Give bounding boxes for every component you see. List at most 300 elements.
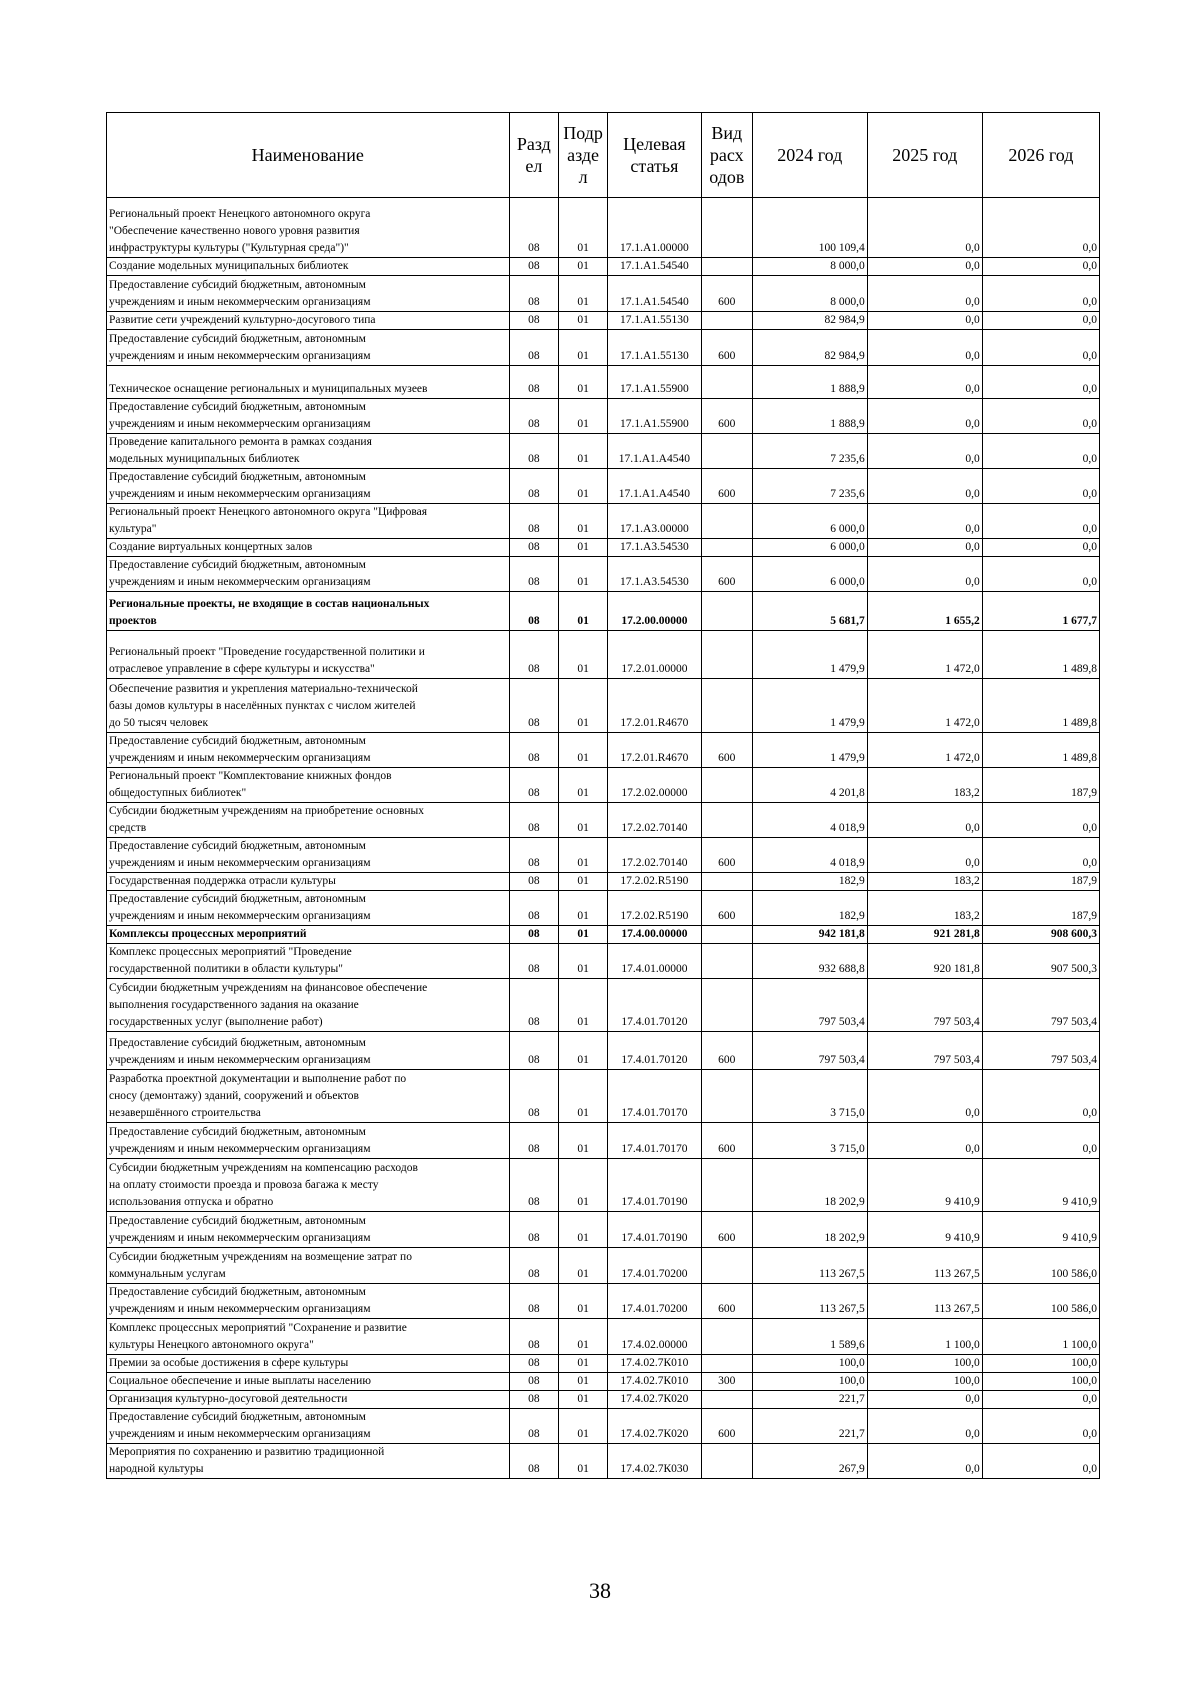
row-target: 17.2.02.R5190 <box>607 873 701 891</box>
row-name: Комплексы процессных мероприятий <box>107 926 510 944</box>
row-2024: 1 888,9 <box>752 399 867 434</box>
row-name: Субсидии бюджетным учреждениям на финансовое обеспечение выполнения государственного задания на оказание государственных услуг (выполнение работ) <box>107 979 510 1032</box>
row-name: Предоставление субсидий бюджетным, автономным учреждениям и иным некоммерческим организациям <box>107 1212 510 1248</box>
row-subsection: 01 <box>559 891 608 926</box>
row-subsection: 01 <box>559 733 608 768</box>
row-2024: 100 109,4 <box>752 198 867 258</box>
table-row <box>107 1444 1100 1479</box>
row-2026: 0,0 <box>982 276 1099 312</box>
row-section: 08 <box>509 276 559 312</box>
row-2026: 1 489,8 <box>982 631 1099 679</box>
row-2025: 0,0 <box>867 276 982 312</box>
row-2025: 1 472,0 <box>867 679 982 733</box>
row-target: 17.1.А1.55900 <box>607 399 701 434</box>
row-name: Социальное обеспечение и иные выплаты населению <box>107 1373 510 1391</box>
row-target: 17.2.02.R5190 <box>607 891 701 926</box>
row-target: 17.1.А3.00000 <box>607 504 701 539</box>
row-2026: 100,0 <box>982 1373 1099 1391</box>
table-row <box>107 366 1100 399</box>
row-subsection: 01 <box>559 330 608 366</box>
row-name: Обеспечение развития и укрепления материально-технической базы домов культуры в населённых пунктах с числом жителей до 50 тысяч человек <box>107 679 510 733</box>
table-row <box>107 1123 1100 1159</box>
table-row <box>107 1355 1100 1373</box>
row-target: 17.1.А1.00000 <box>607 198 701 258</box>
row-2026: 187,9 <box>982 873 1099 891</box>
row-2026: 1 677,7 <box>982 592 1099 631</box>
row-subsection: 01 <box>559 399 608 434</box>
row-expense-type <box>701 679 752 733</box>
row-2025: 797 503,4 <box>867 1032 982 1070</box>
row-subsection: 01 <box>559 1284 608 1319</box>
row-target: 17.2.02.00000 <box>607 768 701 803</box>
row-expense-type: 600 <box>701 276 752 312</box>
row-target: 17.4.01.70200 <box>607 1284 701 1319</box>
row-subsection: 01 <box>559 768 608 803</box>
row-2025: 0,0 <box>867 1123 982 1159</box>
row-section: 08 <box>509 733 559 768</box>
row-expense-type: 600 <box>701 557 752 592</box>
table-row <box>107 1159 1100 1212</box>
row-name: Предоставление субсидий бюджетным, автономным учреждениям и иным некоммерческим организациям <box>107 891 510 926</box>
header-subsection: Подр азде л <box>559 113 608 198</box>
row-target: 17.2.02.70140 <box>607 803 701 838</box>
row-2025: 0,0 <box>867 1409 982 1444</box>
row-section: 08 <box>509 768 559 803</box>
row-2026: 0,0 <box>982 557 1099 592</box>
row-2025: 0,0 <box>867 1070 982 1123</box>
row-2026: 0,0 <box>982 434 1099 469</box>
table-row <box>107 838 1100 873</box>
row-name: Предоставление субсидий бюджетным, автономным учреждениям и иным некоммерческим организациям <box>107 399 510 434</box>
row-2024: 6 000,0 <box>752 504 867 539</box>
row-section: 08 <box>509 1032 559 1070</box>
row-target: 17.1.А3.54530 <box>607 539 701 557</box>
header-name: Наименование <box>107 113 510 198</box>
row-2025: 0,0 <box>867 803 982 838</box>
row-2025: 0,0 <box>867 838 982 873</box>
table-row <box>107 1391 1100 1409</box>
row-section: 08 <box>509 469 559 504</box>
row-name: Субсидии бюджетным учреждениям на возмещение затрат по коммунальным услугам <box>107 1248 510 1284</box>
row-2026: 187,9 <box>982 768 1099 803</box>
row-expense-type <box>701 434 752 469</box>
table-row <box>107 1248 1100 1284</box>
row-2024: 942 181,8 <box>752 926 867 944</box>
row-2024: 182,9 <box>752 873 867 891</box>
row-2025: 1 472,0 <box>867 631 982 679</box>
row-2026: 0,0 <box>982 1123 1099 1159</box>
table-row <box>107 276 1100 312</box>
row-name: Региональный проект Ненецкого автономного округа "Цифровая культура" <box>107 504 510 539</box>
row-2026: 0,0 <box>982 539 1099 557</box>
row-2026: 0,0 <box>982 838 1099 873</box>
table-row <box>107 1373 1100 1391</box>
table-row <box>107 891 1100 926</box>
row-section: 08 <box>509 258 559 276</box>
row-name: Техническое оснащение региональных и муниципальных музеев <box>107 366 510 399</box>
row-expense-type <box>701 873 752 891</box>
row-section: 08 <box>509 1159 559 1212</box>
row-name: Региональный проект Ненецкого автономного округа "Обеспечение качественно нового уровня развития инфраструктуры культуры ("Культурная среда")" <box>107 198 510 258</box>
table-header-row <box>107 113 1100 198</box>
row-name: Проведение капитального ремонта в рамках создания модельных муниципальных библиотек <box>107 434 510 469</box>
row-2024: 113 267,5 <box>752 1284 867 1319</box>
table-row <box>107 1032 1100 1070</box>
row-2024: 221,7 <box>752 1391 867 1409</box>
row-subsection: 01 <box>559 1373 608 1391</box>
header-target: Целевая статья <box>607 113 701 198</box>
row-section: 08 <box>509 1391 559 1409</box>
row-subsection: 01 <box>559 1444 608 1479</box>
row-target: 17.4.00.00000 <box>607 926 701 944</box>
table-row <box>107 592 1100 631</box>
row-2025: 921 281,8 <box>867 926 982 944</box>
table-row <box>107 873 1100 891</box>
row-subsection: 01 <box>559 1319 608 1355</box>
row-2026: 0,0 <box>982 803 1099 838</box>
row-subsection: 01 <box>559 1032 608 1070</box>
row-2025: 920 181,8 <box>867 944 982 979</box>
row-subsection: 01 <box>559 592 608 631</box>
header-2024: 2024 год <box>752 113 867 198</box>
row-target: 17.2.02.70140 <box>607 838 701 873</box>
row-2026: 907 500,3 <box>982 944 1099 979</box>
row-expense-type: 300 <box>701 1373 752 1391</box>
row-target: 17.4.01.70170 <box>607 1070 701 1123</box>
row-name: Разработка проектной документации и выполнение работ по сносу (демонтажу) зданий, сооружений и объектов незавершённого строительства <box>107 1070 510 1123</box>
row-2024: 100,0 <box>752 1373 867 1391</box>
row-2026: 100,0 <box>982 1355 1099 1373</box>
row-2024: 8 000,0 <box>752 276 867 312</box>
row-expense-type <box>701 539 752 557</box>
row-target: 17.1.А1.А4540 <box>607 434 701 469</box>
row-2026: 0,0 <box>982 469 1099 504</box>
row-2025: 0,0 <box>867 366 982 399</box>
row-subsection: 01 <box>559 312 608 330</box>
row-expense-type: 600 <box>701 1409 752 1444</box>
row-2024: 18 202,9 <box>752 1212 867 1248</box>
row-2025: 100,0 <box>867 1373 982 1391</box>
row-name: Создание виртуальных концертных залов <box>107 539 510 557</box>
row-section: 08 <box>509 1248 559 1284</box>
row-section: 08 <box>509 926 559 944</box>
row-subsection: 01 <box>559 873 608 891</box>
row-target: 17.2.01.R4670 <box>607 679 701 733</box>
row-name: Региональный проект "Комплектование книжных фондов общедоступных библиотек" <box>107 768 510 803</box>
row-2025: 113 267,5 <box>867 1248 982 1284</box>
row-expense-type: 600 <box>701 1123 752 1159</box>
row-section: 08 <box>509 1123 559 1159</box>
row-expense-type <box>701 979 752 1032</box>
row-target: 17.4.01.70190 <box>607 1159 701 1212</box>
row-target: 17.4.01.00000 <box>607 944 701 979</box>
row-section: 08 <box>509 1319 559 1355</box>
row-name: Предоставление субсидий бюджетным, автономным учреждениям и иным некоммерческим организациям <box>107 733 510 768</box>
row-2025: 113 267,5 <box>867 1284 982 1319</box>
row-2025: 0,0 <box>867 504 982 539</box>
row-target: 17.4.02.7К010 <box>607 1373 701 1391</box>
row-target: 17.4.01.70120 <box>607 979 701 1032</box>
row-2024: 797 503,4 <box>752 1032 867 1070</box>
row-name: Предоставление субсидий бюджетным, автономным учреждениям и иным некоммерческим организациям <box>107 1123 510 1159</box>
table-row <box>107 926 1100 944</box>
row-expense-type: 600 <box>701 733 752 768</box>
row-2024: 6 000,0 <box>752 539 867 557</box>
row-section: 08 <box>509 1409 559 1444</box>
table-row <box>107 539 1100 557</box>
row-subsection: 01 <box>559 469 608 504</box>
row-subsection: 01 <box>559 803 608 838</box>
row-section: 08 <box>509 592 559 631</box>
row-2026: 0,0 <box>982 504 1099 539</box>
row-2026: 797 503,4 <box>982 1032 1099 1070</box>
row-expense-type: 600 <box>701 838 752 873</box>
row-expense-type <box>701 366 752 399</box>
table-row <box>107 1284 1100 1319</box>
row-subsection: 01 <box>559 557 608 592</box>
row-2025: 0,0 <box>867 399 982 434</box>
row-expense-type <box>701 944 752 979</box>
row-2025: 1 655,2 <box>867 592 982 631</box>
row-expense-type <box>701 592 752 631</box>
row-2026: 9 410,9 <box>982 1212 1099 1248</box>
row-2024: 221,7 <box>752 1409 867 1444</box>
row-target: 17.4.01.70190 <box>607 1212 701 1248</box>
row-expense-type <box>701 504 752 539</box>
row-expense-type: 600 <box>701 469 752 504</box>
row-expense-type <box>701 768 752 803</box>
row-2025: 183,2 <box>867 891 982 926</box>
row-section: 08 <box>509 803 559 838</box>
row-2026: 0,0 <box>982 258 1099 276</box>
row-subsection: 01 <box>559 1212 608 1248</box>
row-section: 08 <box>509 557 559 592</box>
table-row <box>107 399 1100 434</box>
row-2025: 0,0 <box>867 539 982 557</box>
row-expense-type <box>701 1391 752 1409</box>
header-section: Разд ел <box>509 113 559 198</box>
row-2025: 9 410,9 <box>867 1212 982 1248</box>
row-section: 08 <box>509 838 559 873</box>
row-section: 08 <box>509 539 559 557</box>
row-target: 17.1.А3.54530 <box>607 557 701 592</box>
row-expense-type: 600 <box>701 330 752 366</box>
row-expense-type <box>701 1070 752 1123</box>
row-2026: 1 489,8 <box>982 679 1099 733</box>
table-row <box>107 198 1100 258</box>
row-name: Предоставление субсидий бюджетным, автономным учреждениям и иным некоммерческим организациям <box>107 557 510 592</box>
row-2026: 1 489,8 <box>982 733 1099 768</box>
row-2026: 9 410,9 <box>982 1159 1099 1212</box>
row-subsection: 01 <box>559 504 608 539</box>
row-target: 17.1.А1.55130 <box>607 312 701 330</box>
row-section: 08 <box>509 504 559 539</box>
row-expense-type <box>701 258 752 276</box>
row-name: Государственная поддержка отрасли культуры <box>107 873 510 891</box>
row-name: Предоставление субсидий бюджетным, автономным учреждениям и иным некоммерческим организациям <box>107 469 510 504</box>
row-2025: 1 100,0 <box>867 1319 982 1355</box>
row-name: Премии за особые достижения в сфере культуры <box>107 1355 510 1373</box>
row-target: 17.4.02.00000 <box>607 1319 701 1355</box>
row-name: Предоставление субсидий бюджетным, автономным учреждениям и иным некоммерческим организациям <box>107 1032 510 1070</box>
row-subsection: 01 <box>559 434 608 469</box>
row-2024: 7 235,6 <box>752 469 867 504</box>
table-row <box>107 557 1100 592</box>
row-subsection: 01 <box>559 276 608 312</box>
row-2024: 7 235,6 <box>752 434 867 469</box>
row-2025: 0,0 <box>867 258 982 276</box>
table-row <box>107 258 1100 276</box>
row-2026: 0,0 <box>982 366 1099 399</box>
row-section: 08 <box>509 1373 559 1391</box>
row-section: 08 <box>509 944 559 979</box>
row-expense-type <box>701 1159 752 1212</box>
row-2024: 3 715,0 <box>752 1123 867 1159</box>
table-row <box>107 679 1100 733</box>
row-target: 17.1.А1.А4540 <box>607 469 701 504</box>
row-2024: 113 267,5 <box>752 1248 867 1284</box>
page-number: 38 <box>589 1578 611 1603</box>
row-2026: 0,0 <box>982 1409 1099 1444</box>
row-2025: 0,0 <box>867 557 982 592</box>
row-target: 17.4.02.7К010 <box>607 1355 701 1373</box>
table-row <box>107 1212 1100 1248</box>
row-name: Предоставление субсидий бюджетным, автономным учреждениям и иным некоммерческим организациям <box>107 1409 510 1444</box>
row-name: Развитие сети учреждений культурно-досугового типа <box>107 312 510 330</box>
row-2025: 100,0 <box>867 1355 982 1373</box>
row-target: 17.1.А1.55900 <box>607 366 701 399</box>
row-section: 08 <box>509 979 559 1032</box>
row-2024: 18 202,9 <box>752 1159 867 1212</box>
table-row <box>107 312 1100 330</box>
row-2024: 1 888,9 <box>752 366 867 399</box>
row-subsection: 01 <box>559 1123 608 1159</box>
row-name: Создание модельных муниципальных библиотек <box>107 258 510 276</box>
row-expense-type: 600 <box>701 1032 752 1070</box>
row-2025: 183,2 <box>867 768 982 803</box>
row-section: 08 <box>509 1212 559 1248</box>
row-2024: 3 715,0 <box>752 1070 867 1123</box>
row-subsection: 01 <box>559 539 608 557</box>
row-2024: 82 984,9 <box>752 312 867 330</box>
row-subsection: 01 <box>559 979 608 1032</box>
row-2026: 0,0 <box>982 330 1099 366</box>
row-expense-type <box>701 803 752 838</box>
row-subsection: 01 <box>559 1409 608 1444</box>
row-2025: 0,0 <box>867 434 982 469</box>
row-2024: 797 503,4 <box>752 979 867 1032</box>
row-2025: 0,0 <box>867 469 982 504</box>
header-2026: 2026 год <box>982 113 1099 198</box>
row-target: 17.4.01.70200 <box>607 1248 701 1284</box>
row-subsection: 01 <box>559 944 608 979</box>
row-subsection: 01 <box>559 1355 608 1373</box>
row-expense-type <box>701 1355 752 1373</box>
row-name: Субсидии бюджетным учреждениям на компенсацию расходов на оплату стоимости проезда и провоза багажа к месту использования отпуска и обратно <box>107 1159 510 1212</box>
row-2024: 1 479,9 <box>752 679 867 733</box>
row-name: Региональные проекты, не входящие в состав национальных проектов <box>107 592 510 631</box>
row-section: 08 <box>509 366 559 399</box>
row-section: 08 <box>509 1355 559 1373</box>
row-subsection: 01 <box>559 198 608 258</box>
table-row <box>107 733 1100 768</box>
row-2026: 908 600,3 <box>982 926 1099 944</box>
row-2024: 1 589,6 <box>752 1319 867 1355</box>
row-subsection: 01 <box>559 366 608 399</box>
table-row <box>107 768 1100 803</box>
row-section: 08 <box>509 891 559 926</box>
row-2025: 1 472,0 <box>867 733 982 768</box>
row-subsection: 01 <box>559 1159 608 1212</box>
row-name: Предоставление субсидий бюджетным, автономным учреждениям и иным некоммерческим организациям <box>107 1284 510 1319</box>
row-2026: 100 586,0 <box>982 1248 1099 1284</box>
row-subsection: 01 <box>559 679 608 733</box>
row-2024: 4 018,9 <box>752 803 867 838</box>
row-section: 08 <box>509 399 559 434</box>
row-expense-type <box>701 1319 752 1355</box>
row-target: 17.1.А1.54540 <box>607 258 701 276</box>
row-target: 17.4.02.7К030 <box>607 1444 701 1479</box>
row-2026: 187,9 <box>982 891 1099 926</box>
table-row <box>107 434 1100 469</box>
row-2024: 1 479,9 <box>752 733 867 768</box>
row-name: Организация культурно-досуговой деятельности <box>107 1391 510 1409</box>
table-row <box>107 631 1100 679</box>
row-expense-type <box>701 198 752 258</box>
budget-table <box>106 112 1100 1479</box>
row-section: 08 <box>509 198 559 258</box>
row-2025: 0,0 <box>867 1444 982 1479</box>
row-2026: 0,0 <box>982 1391 1099 1409</box>
row-subsection: 01 <box>559 1070 608 1123</box>
table-row <box>107 979 1100 1032</box>
row-target: 17.4.02.7К020 <box>607 1391 701 1409</box>
row-2024: 267,9 <box>752 1444 867 1479</box>
row-name: Предоставление субсидий бюджетным, автономным учреждениям и иным некоммерческим организациям <box>107 838 510 873</box>
row-name: Субсидии бюджетным учреждениям на приобретение основных средств <box>107 803 510 838</box>
row-expense-type <box>701 312 752 330</box>
row-2026: 0,0 <box>982 1444 1099 1479</box>
table-row <box>107 504 1100 539</box>
row-subsection: 01 <box>559 1248 608 1284</box>
table-row <box>107 469 1100 504</box>
row-target: 17.2.01.00000 <box>607 631 701 679</box>
row-2024: 4 201,8 <box>752 768 867 803</box>
row-2024: 100,0 <box>752 1355 867 1373</box>
row-2025: 183,2 <box>867 873 982 891</box>
row-section: 08 <box>509 873 559 891</box>
row-subsection: 01 <box>559 1391 608 1409</box>
table-row <box>107 1409 1100 1444</box>
row-expense-type <box>701 926 752 944</box>
header-expense-type: Вид расх одов <box>701 113 752 198</box>
row-name: Комплекс процессных мероприятий "Проведение государственной политики в области культуры" <box>107 944 510 979</box>
table-row <box>107 1319 1100 1355</box>
row-2024: 4 018,9 <box>752 838 867 873</box>
row-2025: 0,0 <box>867 198 982 258</box>
row-section: 08 <box>509 1070 559 1123</box>
table-row <box>107 944 1100 979</box>
row-section: 08 <box>509 1444 559 1479</box>
header-2025: 2025 год <box>867 113 982 198</box>
row-name: Комплекс процессных мероприятий "Сохранение и развитие культуры Ненецкого автономного округа" <box>107 1319 510 1355</box>
row-name: Предоставление субсидий бюджетным, автономным учреждениям и иным некоммерческим организациям <box>107 276 510 312</box>
row-section: 08 <box>509 434 559 469</box>
row-2024: 8 000,0 <box>752 258 867 276</box>
table-row <box>107 1070 1100 1123</box>
row-2026: 0,0 <box>982 312 1099 330</box>
row-2024: 6 000,0 <box>752 557 867 592</box>
